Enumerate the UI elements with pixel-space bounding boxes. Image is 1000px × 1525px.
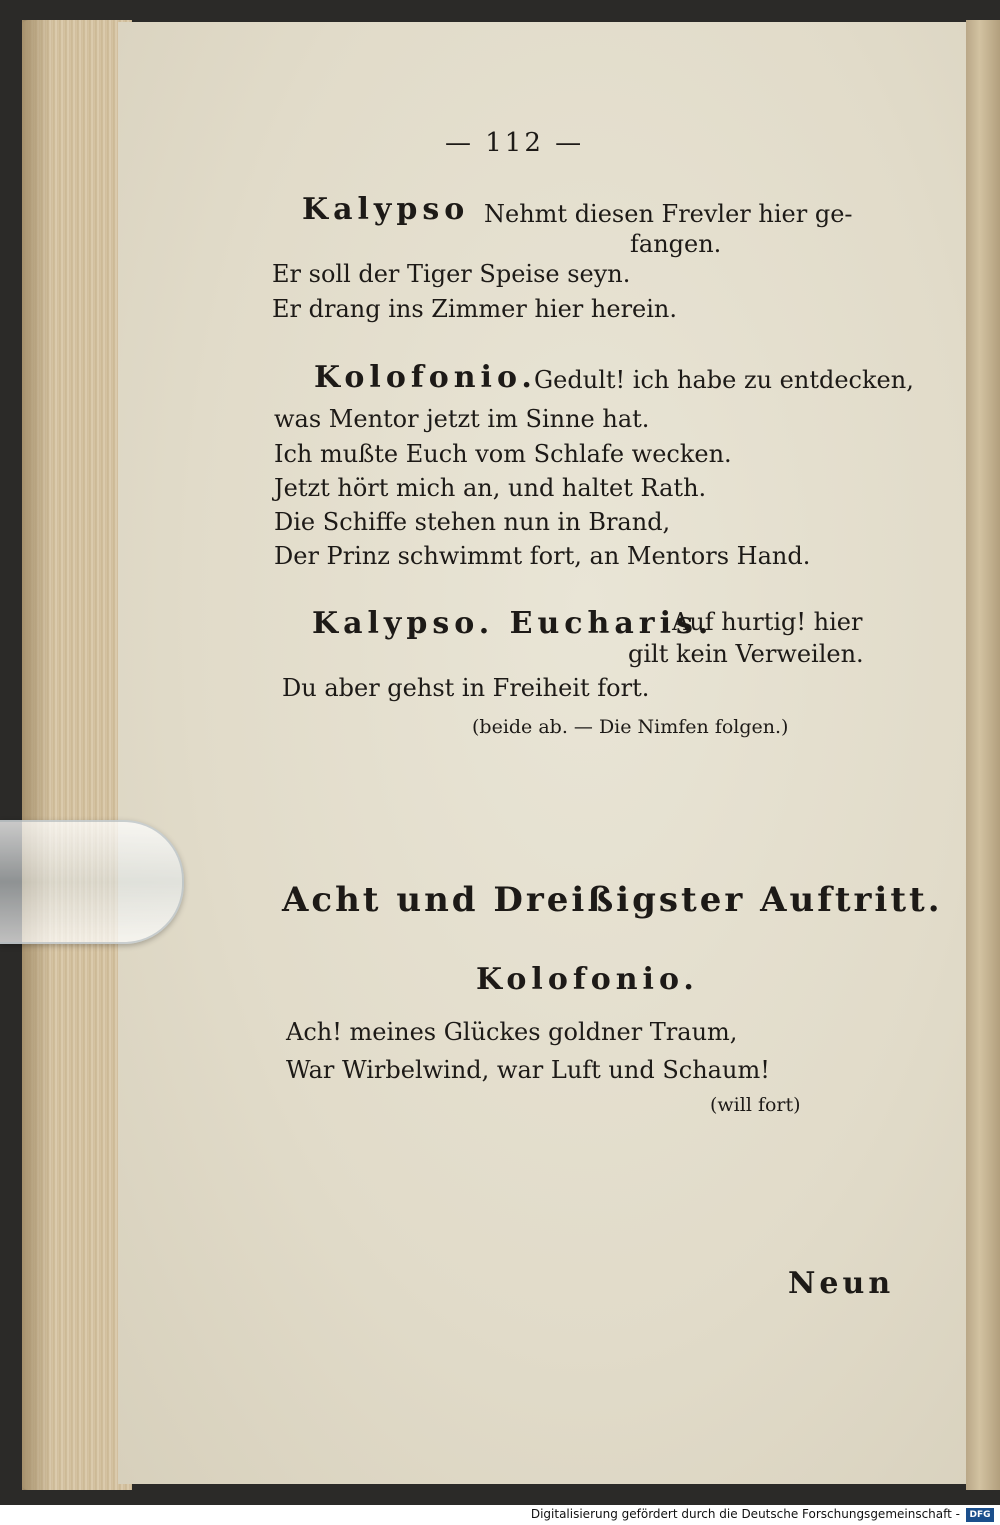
verse-line: Er drang ins Zimmer hier herein. bbox=[272, 295, 677, 323]
book-page bbox=[118, 22, 968, 1484]
speaker-name: Kolofonio. bbox=[314, 360, 537, 395]
verse-line: Der Prinz schwimmt fort, an Mentors Hand. bbox=[274, 542, 811, 570]
verse-line: Auf hurtig! hier bbox=[672, 608, 863, 636]
verse-line: Jetzt hört mich an, und haltet Rath. bbox=[274, 474, 707, 502]
verse-line: was Mentor jetzt im Sinne hat. bbox=[274, 405, 650, 433]
verse-line-continuation: fangen. bbox=[630, 230, 722, 258]
speaker-name: Kalypso. Eucharis. bbox=[312, 606, 714, 641]
book-page-edges bbox=[22, 20, 132, 1490]
facing-page-edge bbox=[966, 20, 1000, 1490]
page-number: — 112 — bbox=[445, 128, 585, 158]
verse-line-continuation: gilt kein Verweilen. bbox=[628, 640, 864, 668]
verse-line: Ich mußte Euch vom Schlafe wecken. bbox=[274, 440, 732, 468]
footer-bar bbox=[0, 1505, 1000, 1525]
verse-line: War Wirbelwind, war Luft und Schaum! bbox=[286, 1056, 770, 1084]
footer-credit: Digitalisierung gefördert durch die Deutsche Forschungsgemeinschaft - bbox=[530, 1507, 960, 1521]
stage-direction: (will fort) bbox=[710, 1094, 801, 1116]
verse-line: Er soll der Tiger Speise seyn. bbox=[272, 260, 631, 288]
scene-speaker: Kolofonio. bbox=[476, 962, 699, 997]
edge-shade bbox=[22, 20, 52, 1490]
stage-direction: (beide ab. — Die Nimfen folgen.) bbox=[472, 716, 789, 738]
dfg-logo-icon: DFG bbox=[966, 1508, 994, 1522]
verse-line: Ach! meines Glückes goldner Traum, bbox=[286, 1018, 738, 1046]
verse-line: Die Schiffe stehen nun in Brand, bbox=[274, 508, 671, 536]
catchword: Neun bbox=[788, 1266, 895, 1301]
verse-line: Du aber gehst in Freiheit fort. bbox=[282, 674, 650, 702]
verse-line: Nehmt diesen Frevler hier ge- bbox=[484, 200, 853, 228]
speaker-name: Kalypso bbox=[302, 192, 470, 227]
page-clip bbox=[0, 820, 184, 944]
scene-heading: Acht und Dreißigster Auftritt. bbox=[282, 880, 943, 920]
verse-line: Gedult! ich habe zu entdecken, bbox=[534, 366, 914, 394]
